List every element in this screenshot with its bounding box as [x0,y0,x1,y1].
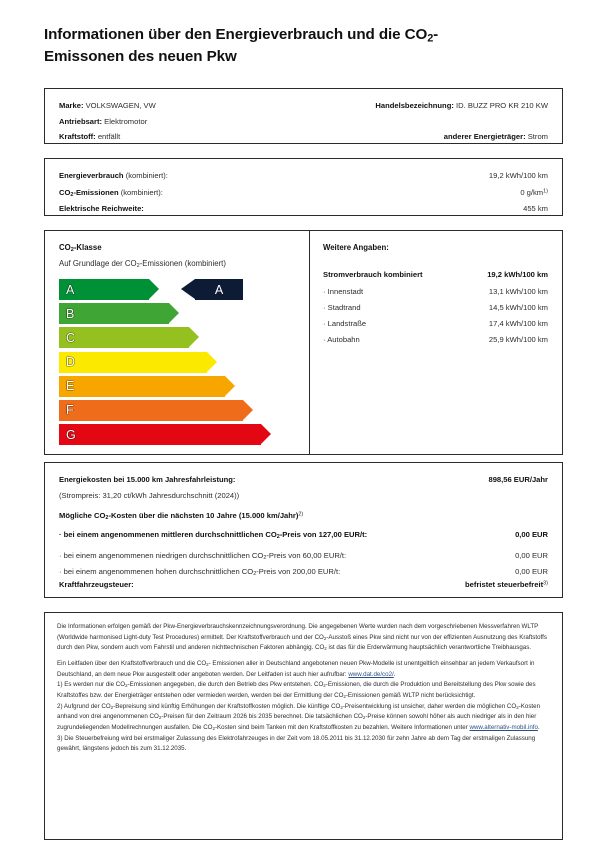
kraftstoff-label: Kraftstoff: [59,132,96,141]
legal-p4-d: -Kosten anhand von drei angenommenen CO [57,702,541,721]
weitere-angaben-value: 14,5 kWh/100 km [488,303,548,312]
co2-class-letter: A [66,282,75,297]
energiekosten-label [59,476,235,484]
co2-class-bar-body [59,352,207,373]
co2-basis-post: -Emissionen (kombiniert) [139,259,226,268]
energiekosten-value [488,476,548,484]
co2-class-letter: C [66,330,76,345]
co2-class-letter: G [66,427,76,442]
marker-body [195,279,243,300]
co2-cost-value [515,531,548,539]
marke-label: Marke: [59,101,84,110]
co2-class-bar-body [59,400,243,421]
moegliche-pre: Mögliche CO [59,511,106,520]
co2-cost-label-pre: · bei einem angenommenen hohen durchschnittlichen CO [59,567,254,576]
co2-basis-subscript: 2 [136,263,140,270]
co2-class-arrow-tip-icon [207,352,217,372]
page-title [44,24,564,67]
co2-emissionen-label-row [59,189,163,197]
legal-p4-f: -Preise können sowohl höher als auch niedriger als in den hier zugrundeliegenden Modellrechnungen ausfallen. Die CO [57,713,537,731]
moegliche-co2-kosten-heading [59,512,303,520]
co2-class-letter: F [66,403,74,418]
legal-p3-sub3: 2 [343,693,346,699]
energieverbrauch-label-row [59,172,168,180]
footnote-ref-3: 3) [543,580,548,587]
co2-emissionen-value: 0 g/km [520,188,544,197]
co2-cost-value [515,568,548,576]
consumption-panel [44,158,563,216]
page-title-co2-subscript: 2 [427,32,434,45]
co2-class-arrow-tip-icon [225,376,235,396]
antriebsart-row [59,118,147,126]
page-title-line1-part1: Informationen über den Energieverbrauch und die CO [44,26,428,43]
energieverbrauch-value: 19,2 kWh/100 km [488,171,548,180]
energiekosten-label-text: Energiekosten bei 15.000 km Jahresfahrleistung: [59,475,236,484]
energiekosten-value-text: 898,56 EUR/Jahr [488,475,548,484]
legal-p4-sub2: 2 [340,704,343,710]
co2-class-arrow-tip-icon [149,279,159,299]
moegliche-subscript: 2 [105,515,109,522]
co2-cost-label-pre: · bei einem angenommenen niedrigen durchschnittlichen CO [59,551,264,560]
legal-p4-sub1: 2 [110,704,114,710]
co2-cost-label-post: -Preis von 127,00 EUR/t: [279,530,368,539]
co2-cost-value-text: 0,00 EUR [515,551,548,560]
weitere-angaben-label: · Autobahn [323,335,360,344]
kraftstoff-row [59,133,120,141]
co2-class-bar-body [59,303,169,324]
antriebsart-value: Elektromotor [104,117,148,126]
co2-class-selected-marker [181,279,243,300]
legal-p3-sub2: 2 [323,683,326,689]
co2-class-bar-body [59,376,225,397]
co2-cost-label-text [59,551,346,560]
vehicle-identity-panel [44,88,563,144]
page-title-line2: Emissonen des neuen Pkw [44,47,237,65]
energietraeger-value: Strom [527,132,548,141]
legal-p3-a: 1) Es werden nur die CO [57,681,126,689]
legal-footnote-3: 3) Die Steuerbefreiung wird bei erstmaliger Zulassung des Elektrofahrzeuges in der Zeit vom 18.05.2011 bis 31.12.2030 für zehn Jahre ab dem Tag der erstmaligen Zulassung gewährt, längstens jedoch bis zum 31.12.2035. [57,734,536,753]
legal-p4-sub6: 2 [212,725,215,731]
legal-p1-sub1: 2 [323,635,327,641]
energieverbrauch-qualifier: (kombiniert): [123,171,168,180]
legal-p2-sub: 2 [206,661,209,667]
co2-emissionen-label [59,188,119,197]
co2-cost-label-subscript: 2 [263,555,267,562]
legal-p4-e: -Preisen für den Zeitraum 2026 bis 2035 berechnet. Die tatsächlichen CO [161,713,363,721]
legal-p3-sub1: 2 [125,683,128,689]
handelsbezeichnung-label: Handelsbezeichnung: [375,101,454,110]
energieverbrauch-label: Energieverbrauch [59,171,124,180]
co2-label-post: -Emissionen [73,188,119,197]
legal-p1-b: -Ausstoß eines Pkw sind nicht nur von der effizienten Ausnutzung des Kraftstoffs durch den Pkw, sondern auch vom Fahrstil und anderen nichttechnischen Faktoren abhängig. CO [57,633,547,652]
co2-class-basis-text [59,259,226,268]
reichweite-label-row [59,205,144,213]
dat-co2-link[interactable]: www.dat.de/co2/ [348,670,394,678]
legal-p2-a: Ein Leitfaden über den Kraftstoffverbrauch und die CO [57,659,207,667]
antriebsart-label: Antriebsart: [59,117,103,126]
co2-class-letter: E [66,379,75,394]
co2-cost-label-post: -Preis von 200,00 EUR/t: [256,567,341,576]
legal-p3-b: -Emissionen angegeben, die durch den Betrieb des Pkw entstehen. CO [127,681,324,689]
legal-p3-d: -Emissionen gemäß WLTP nicht berücksichtigt. [345,691,476,699]
marker-arrow-tip-icon [181,279,195,299]
legal-p4-sub3: 2 [516,704,519,710]
weitere-angaben-label: · Stadtrand [323,303,361,312]
weitere-angaben-label: · Landstraße [323,319,367,328]
handelsbezeichnung-row [375,102,548,110]
marke-value: VOLKSWAGEN, VW [85,101,156,110]
weitere-angaben-label: · Innenstadt [323,287,364,296]
co2-cost-value-text: 0,00 EUR [515,530,548,539]
co2-cost-value-text: 0,00 EUR [515,567,548,576]
co2-class-heading-pre: CO [59,243,71,252]
legal-p3-c: -Emissionen, die durch die Produktion und Bereitstellung des Pkw sowie des Kraftstoffes bzw. der Energieträger entstehen oder vermieden werden, werden bei der Ermittlung der CO [57,681,536,699]
co2-class-bar-body [59,327,189,348]
legal-footnote-1 [57,680,550,701]
page-title-line1-part2: - [433,26,439,43]
legal-p4-b: -Bepreisung sind künftig Erhöhungen der Kraftstoffkosten möglich. Die künftige CO [113,702,341,710]
co2-class-bar-body [59,279,149,300]
kfz-steuer-label [59,581,134,589]
footnote-ref-2: 2) [298,511,304,518]
legal-paragraph-2 [57,659,550,680]
legal-p1-sub2: 2 [324,646,327,652]
legal-notes-panel [44,612,563,840]
co2-emissionen-value-row [520,189,548,197]
co2-qualifier: (kombiniert): [118,188,163,197]
footnote-ref-1: 1) [543,188,548,195]
legal-paragraph-1 [57,622,550,654]
kraftstoff-value: entfällt [97,132,121,141]
energietraeger-row [444,133,548,141]
panel-divider [309,231,310,454]
co2-cost-label-pre: · bei einem angenommenen mittleren durchschnittlichen CO [59,530,277,539]
alternativ-mobil-link[interactable]: www.alternativ-mobil.info [469,723,538,731]
strompreis-note: (Strompreis: 31,20 ct/kWh Jahresdurchschnitt (2024)) [59,491,240,500]
marker-letter: A [214,282,224,297]
kfz-steuer-label-text: Kraftfahrzeugsteuer: [59,580,134,589]
legal-p4-h: . [537,723,540,731]
legal-p4-g: -Kosten sind beim Tanken mit den Kraftstoffkosten zu bezahlen. Weitere Informationen unter [214,723,470,731]
co2-class-bar-body [59,424,261,445]
co2-cost-value [515,552,548,560]
costs-panel [44,462,563,598]
reichweite-label: Elektrische Reichweite: [59,204,144,213]
co2-label-pre: CO [59,188,71,197]
legal-p2-c: . [393,670,396,678]
energietraeger-label: anderer Energieträger: [443,132,526,141]
legal-p4-a: 2) Aufgrund der CO [57,702,111,710]
co2-cost-label [59,531,367,539]
co2-cost-label-text [59,530,367,539]
co2-cost-label [59,552,346,560]
co2-class-letter: D [66,355,76,370]
co2-label-subscript: 2 [70,192,74,199]
co2-cost-label-subscript: 2 [276,534,280,541]
legal-p4-c: -Preisentwicklung ist unsicher, daher werden die möglichen CO [342,702,517,710]
moegliche-heading-text [59,511,298,520]
co2-cost-label-post: -Preis von 60,00 EUR/t: [266,551,347,560]
co2-class-arrow-tip-icon [261,424,271,444]
co2-class-panel [44,230,563,455]
reichweite-value: 455 km [523,204,548,213]
co2-cost-label-subscript: 2 [253,571,257,578]
co2-class-arrow-tip-icon [169,303,179,323]
weitere-angaben-value: 25,9 kWh/100 km [488,335,548,344]
weitere-angaben-value: 19,2 kWh/100 km [487,270,548,279]
co2-class-letter: B [66,306,75,321]
legal-p2-b: - Emissionen aller in Deutschland angebotenen neuen Pkw-Modelle ist unentgeltlich einsehbar an jedem Verkaufsort in Deutschland, an dem neue Pkw ausgestellt oder angeboten werden. Der Leitfaden ist auch hier aufrufbar: [57,659,535,678]
co2-cost-label-text [59,567,340,576]
weitere-angaben-heading: Weitere Angaben: [323,243,389,252]
weitere-angaben-label: Stromverbrauch kombiniert [323,270,423,279]
weitere-angaben-value: 13,1 kWh/100 km [488,287,548,296]
kfz-steuer-value-text: befristet steuerbefreit [465,580,544,589]
co2-class-heading-post: -Klasse [73,243,102,252]
legal-p4-sub5: 2 [362,715,366,721]
weitere-angaben-value: 17,4 kWh/100 km [488,319,548,328]
co2-class-arrow-tip-icon [189,327,199,347]
marke-row [59,102,156,110]
co2-class-heading-subscript: 2 [70,247,74,254]
kfz-steuer-value [465,581,548,589]
co2-class-heading [59,243,102,252]
handelsbezeichnung-value: ID. BUZZ PRO KR 210 KW [456,101,548,110]
co2-basis-pre: Auf Grundlage der CO [59,259,137,268]
moegliche-post: -Kosten über die nächsten 10 Jahre (15.000 km/Jahr) [108,511,299,520]
legal-footnote-2 [57,702,550,734]
legal-p4-sub4: 2 [158,715,162,721]
co2-class-arrow-tip-icon [243,400,253,420]
legal-p1-a: Die Informationen erfolgen gemäß der Pkw-Energieverbrauchskennzeichnungsverordnung. Die angegebenen Werte wurden nach dem vorgeschriebenen Messverfahren WLTP (Worldwide harmonised Light-duty Test Procedures) ermittelt. Der Kraftstoffverbrauch und der CO [57,623,539,641]
legal-p1-c: ist das für die Erderwärmung hauptsächlich verantwortliche Treibhausgas. [326,644,532,652]
co2-cost-label [59,568,340,576]
